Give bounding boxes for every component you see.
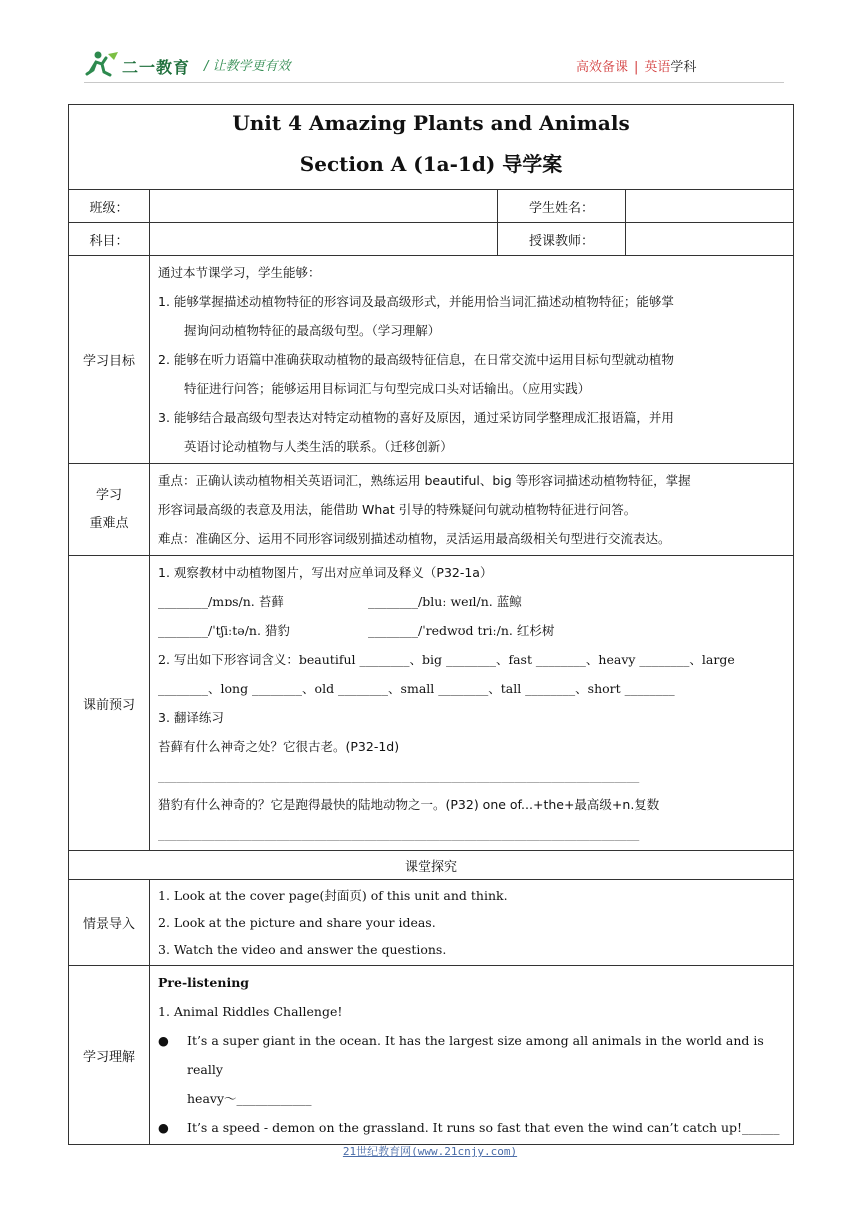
- preview-q3-sentence-1: 苔藓有什么神奇之处？它很古老。(P32-1d): [158, 739, 400, 754]
- preview-label: 课前预习: [69, 556, 150, 851]
- section-title: Section A (1a-1d) 导学案: [299, 152, 563, 176]
- word-redwood[interactable]: ________/ˈredwʊd triː/n. 红杉树: [368, 623, 555, 638]
- goal-3-line-b: 英语讨论动植物与人类生活的联系。（迁移创新）: [184, 439, 453, 454]
- understanding-content: [150, 966, 794, 1145]
- goal-1-line-a: 1. 能够掌握描述动植物特征的形容词及最高级形式，并能用恰当词汇描述动植物特征；能够掌: [158, 294, 674, 309]
- goals-intro: 通过本节课学习，学生能够：: [158, 265, 321, 280]
- title-cell: [69, 105, 794, 190]
- bullet-dot-icon: ●: [158, 1120, 169, 1135]
- word-moss[interactable]: ________/mɒs/n. 苔藓: [158, 594, 284, 609]
- slogan: / 让教学更有效: [204, 59, 291, 74]
- preview-q1-row2: [158, 616, 787, 645]
- footer-link[interactable]: 21世纪教育网(www.21cnjy.com): [342, 1145, 518, 1158]
- logo-text: 二一教育: [122, 58, 191, 77]
- word-blue-whale[interactable]: ________/bluː weɪl/n. 蓝鲸: [368, 594, 522, 609]
- intro-line-2: 2. Look at the picture and share your ideas.: [158, 915, 436, 930]
- intro-line-3: 3. Watch the video and answer the questions.: [158, 942, 447, 957]
- student-name-label: 学生姓名：: [498, 190, 626, 223]
- intro-label: 情景导入: [69, 880, 150, 966]
- goal-2-line-a: 2. 能够在听力语篇中准确获取动植物的最高级特征信息，在日常交流中运用目标句型就动植物: [158, 352, 674, 367]
- key-points-content: [150, 464, 794, 556]
- goal-2-line-b: 特征进行问答；能够运用目标词汇与句型完成口头对话输出。（应用实践）: [184, 381, 591, 396]
- key-point-line-1: 重点：正确认读动植物相关英语词汇，熟练运用 beautiful、big 等形容词描述动植物特征，掌握: [158, 473, 691, 488]
- subject-separator: |: [634, 60, 639, 75]
- subject-right-red: 英语: [644, 60, 671, 75]
- preview-q2-line-b[interactable]: ________、long ________、old ________、small ________、tall ________、short ________: [158, 681, 675, 696]
- goals-content: [150, 256, 794, 464]
- riddles-title: 1. Animal Riddles Challenge!: [158, 1004, 343, 1019]
- teacher-label: 授课教师：: [498, 223, 626, 256]
- key-points-label-2: 重难点: [89, 515, 129, 531]
- difficulty-line: 难点：准确区分、运用不同形容词级别描述动植物，灵活运用最高级相关句型进行交流表达。: [158, 531, 671, 546]
- class-label: 班级：: [69, 190, 150, 223]
- riddle-1-line-a: It’s a super giant in the ocean. It has the largest size among all animals in the world and is really: [187, 1033, 764, 1077]
- key-points-label: [69, 464, 150, 556]
- subject-label: 科目：: [69, 223, 150, 256]
- teacher-field[interactable]: [626, 223, 794, 256]
- preview-q2-line-a[interactable]: 2. 写出如下形容词含义：beautiful ________、big ________、fast ________、heavy ________、large: [158, 652, 735, 667]
- preview-q3: 3. 翻译练习: [158, 710, 224, 725]
- unit-title: Unit 4 Amazing Plants and Animals: [232, 111, 630, 135]
- subject-left: 高效备课: [576, 60, 629, 75]
- key-points-label-1: 学习: [95, 487, 122, 503]
- bullet-dot-icon: ●: [158, 1033, 169, 1048]
- riddle-1: [158, 1026, 787, 1113]
- intro-line-1: 1. Look at the cover page(封面页) of this unit and think.: [158, 888, 508, 903]
- riddle-2-text[interactable]: It’s a speed - demon on the grassland. It runs so fast that even the wind can’t catch up!______: [187, 1120, 780, 1135]
- riddle-2: [158, 1113, 787, 1142]
- goal-1-line-b: 握询问动植物特征的最高级句型。（学习理解）: [184, 323, 441, 338]
- worksheet-table: [68, 104, 794, 1145]
- subject-tag: [576, 56, 696, 75]
- class-field[interactable]: [150, 190, 498, 223]
- preview-q1: 1. 观察教材中动植物图片，写出对应单词及释义（P32-1a）: [158, 565, 493, 580]
- preview-q1-row1: [158, 587, 787, 616]
- preview-q3-sentence-2: 猎豹有什么神奇的？它是跑得最快的陆地动物之一。(P32) one of...+the+最高级+n.复数: [158, 797, 660, 812]
- student-name-field[interactable]: [626, 190, 794, 223]
- classroom-explore-title: 课堂探究: [69, 851, 794, 880]
- preview-q3-answer-2[interactable]: _____________________________________________________________________________: [158, 826, 640, 841]
- preview-content: [150, 556, 794, 851]
- key-point-line-2: 形容词最高级的表意及用法，能借助 What 引导的特殊疑问句就动植物特征进行问答。: [158, 502, 637, 517]
- page-header: [0, 0, 860, 100]
- intro-content: [150, 880, 794, 966]
- understanding-label: 学习理解: [69, 966, 150, 1145]
- subject-right-black: 学科: [670, 60, 697, 75]
- preview-q3-answer-1[interactable]: _____________________________________________________________________________: [158, 768, 640, 783]
- goal-3-line-a: 3. 能够结合最高级句型表达对特定动植物的喜好及原因，通过采访同学整理成汇报语篇，并用: [158, 410, 674, 425]
- riddle-1-line-b[interactable]: heavy～____________: [187, 1091, 312, 1106]
- pre-listening-heading: Pre-listening: [158, 975, 250, 990]
- word-cheetah[interactable]: ________/ˈtʃiːtə/n. 猎豹: [158, 623, 290, 638]
- header-divider: [84, 82, 784, 83]
- subject-field[interactable]: [150, 223, 498, 256]
- goals-label: 学习目标: [69, 256, 150, 464]
